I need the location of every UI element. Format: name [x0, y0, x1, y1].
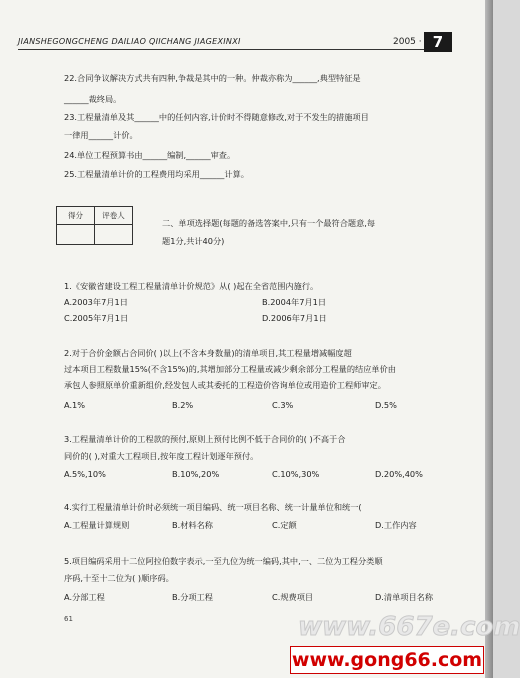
issue-number: 7 — [424, 32, 452, 52]
grader-header: 评卷人 — [95, 207, 133, 225]
mc5-option-d: D.清单项目名称 — [375, 592, 434, 602]
mc2-option-c: C.3% — [272, 400, 294, 410]
mc3-option-c: C.10%,30% — [272, 469, 320, 479]
mc3-option-d: D.20%,40% — [375, 469, 423, 479]
q25-line: 25.工程量清单计价的工程费用均采用______计算。 — [64, 169, 249, 179]
mc5-option-a: A.分部工程 — [64, 592, 105, 602]
watermark-gong66-text: www.gong66.com — [291, 649, 483, 671]
mc2-line1: 2.对于合价金额占合同价( )以上(不含本身数量)的清单项目,其工程量增减幅度超 — [64, 348, 352, 358]
mc2-line3: 承包人参照原单价重新组价,经发包人或其委托的工程造价咨询单位或用造价工程师审定。 — [64, 380, 386, 390]
page-number: 61 — [64, 615, 73, 623]
q22-line2: ______裁终局。 — [64, 94, 122, 104]
mc2-option-a: A.1% — [64, 400, 86, 410]
mc4-question: 4.实行工程量清单计价时必须统一项目编码、统一项目名称、统一计量单位和统一( — [64, 502, 362, 512]
mc4-option-c: C.定额 — [272, 520, 297, 530]
q22-line1: 22.合同争议解决方式共有四种,争裁是其中的一种。仲裁亦称为______,典型特征是 — [64, 73, 361, 83]
q24-line: 24.单位工程预算书由______编制,______审查。 — [64, 150, 236, 160]
mc5-line2: 序码,十至十二位为( )顺序码。 — [64, 573, 174, 583]
section-title: 二、单项选择题(每题的备选答案中,只有一个最符合题意,每 — [162, 218, 376, 228]
mc5-option-c: C.规费项目 — [272, 592, 314, 602]
mc1-option-c: C.2005年7月1日 — [64, 313, 129, 323]
score-table — [56, 206, 133, 245]
mc4-option-d: D.工作内容 — [375, 520, 417, 530]
page-edge-shadow — [485, 0, 493, 678]
mc2-option-b: B.2% — [172, 400, 194, 410]
magazine-title: JIANSHEGONGCHENG DAILIAO QIICHANG JIAGEXINXI — [18, 37, 241, 46]
issue-year: 2005 · — [393, 37, 422, 47]
q23-line2: 一律用______计价。 — [64, 130, 138, 140]
mc3-line1: 3.工程量清单计价的工程款的预付,原则上预付比例不低于合同价的( )不高于合 — [64, 434, 346, 444]
watermark-gong66-banner — [290, 646, 484, 674]
mc3-line2: 同价的( ),对重大工程项目,按年度工程计划逐年预付。 — [64, 451, 259, 461]
header-rule — [18, 49, 445, 50]
mc1-option-d: D.2006年7月1日 — [262, 313, 327, 323]
mc2-option-d: D.5% — [375, 400, 397, 410]
page-header — [0, 34, 493, 52]
mc3-option-a: A.5%,10% — [64, 469, 106, 479]
score-header: 得分 — [57, 207, 95, 225]
mc1-question: 1.《安徽省建设工程工程量清单计价规范》从( )起在全省范围内施行。 — [64, 281, 319, 291]
mc3-option-b: B.10%,20% — [172, 469, 220, 479]
mc1-option-a: A.2003年7月1日 — [64, 297, 128, 307]
mc4-option-a: A.工程量计算规则 — [64, 520, 130, 530]
score-cell — [57, 225, 95, 245]
section-title-line2: 题1分,共计40分) — [162, 236, 225, 246]
mc5-option-b: B.分项工程 — [172, 592, 213, 602]
mc5-line1: 5.项目编码采用十二位阿拉伯数字表示,一至九位为统一编码,其中,一、二位为工程分类顺 — [64, 556, 383, 566]
watermark-667e: www.667e.com — [298, 612, 520, 642]
grader-cell — [95, 225, 133, 245]
mc4-option-b: B.材料名称 — [172, 520, 213, 530]
mc1-option-b: B.2004年7月1日 — [262, 297, 327, 307]
mc2-line2: 过本项目工程数量15%(不含15%)的,其增加部分工程量或减少剩余部分工程量的结应单价由 — [64, 364, 396, 374]
q23-line1: 23.工程量清单及其______中的任何内容,计价时不得随意修改,对于不发生的措施项目 — [64, 112, 369, 122]
